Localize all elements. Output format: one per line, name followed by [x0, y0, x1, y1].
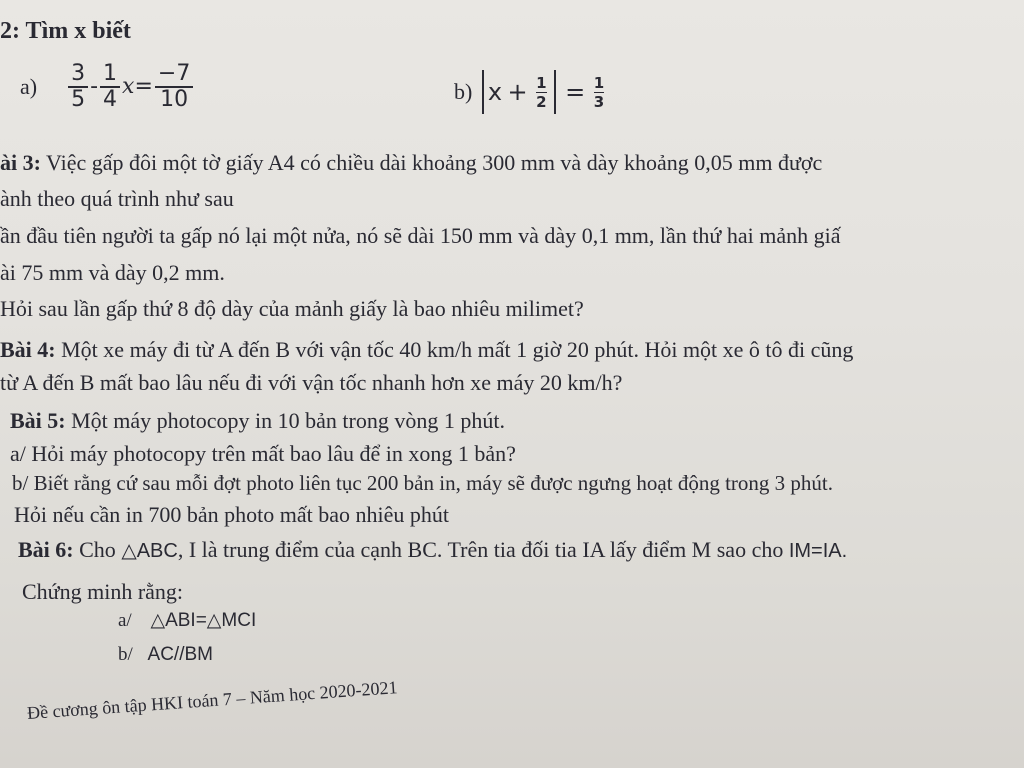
- problem2-title: 2: Tìm x biết: [0, 18, 131, 44]
- fraction-neg7-10: $\frac{-7}{10}$: [155, 62, 193, 112]
- problem5-line1: Bài 5: Một máy photocopy in 10 bản trong vòng 1 phút.: [10, 408, 505, 433]
- problem2-part-b: b) x + $\frac{1}{2}$ = $\frac{1}{3}$: [454, 70, 607, 126]
- problem6-line2: Chứng minh rằng:: [22, 579, 184, 604]
- problem4-line1: Bài 4: Một xe máy đi từ A đến B với vận tốc 40 km/h mất 1 giờ 20 phút. Hỏi một xe ô tô đi cũng: [0, 337, 854, 362]
- problem4-line2: từ A đến B mất bao lâu nếu đi với vận tốc nhanh hơn xe máy 20 km/h?: [0, 370, 623, 395]
- fraction-1-3: $\frac{1}{3}$: [593, 73, 605, 111]
- problem6-label: Bài 6:: [18, 537, 74, 562]
- problem3-line2: ành theo quá trình như sau: [0, 186, 234, 211]
- problem3-line4: ài 75 mm và dày 0,2 mm.: [0, 260, 225, 285]
- fraction-1-4: $\frac{1}{4}$: [100, 62, 120, 112]
- part-b-label: b): [454, 79, 473, 104]
- problem3-line5: Hỏi sau lần gấp thứ 8 độ dày của mảnh giấy là bao nhiêu milimet?: [0, 296, 584, 321]
- fraction-1-2: $\frac{1}{2}$: [536, 73, 547, 111]
- problem3-label: ài 3:: [0, 150, 41, 175]
- problem5-line4: Hỏi nếu cần in 700 bản photo mất bao nhiêu phút: [14, 502, 450, 527]
- part-a-label: a): [20, 74, 38, 99]
- footer-text: Đề cương ôn tập HKI toán 7 – Năm học 2020-2021: [26, 677, 399, 724]
- abs-bar-right: [554, 70, 556, 114]
- problem3-line3: ần đầu tiên người ta gấp nó lại một nửa, nó sẽ dài 150 mm và dày 0,1 mm, lần thứ hai mảnh giấ: [0, 223, 841, 248]
- problem2-part-a: a) $\frac{3}{5}$ - $\frac{1}{4}$ x= $\frac{-7}{10}$: [20, 62, 195, 126]
- problem6-part-a: a/ △ABI=△MCI: [118, 610, 257, 631]
- problem6-part-b: b/ AC//BM: [118, 644, 213, 665]
- problem3-line1: ài 3: Việc gấp đôi một tờ giấy A4 có chiều dài khoảng 300 mm và dày khoảng 0,05 mm được: [0, 150, 823, 175]
- abs-bar-left: [482, 70, 484, 114]
- variable-x: x: [122, 74, 135, 99]
- problem5-label: Bài 5:: [10, 408, 66, 433]
- problem5-line3: b/ Biết rằng cứ sau mỗi đợt photo liên tục 200 bản in, máy sẽ được ngưng hoạt động trong 3 phút.: [12, 471, 833, 495]
- problem4-label: Bài 4:: [0, 337, 56, 362]
- fraction-3-5: $\frac{3}{5}$: [68, 62, 88, 112]
- problem6-line1: Bài 6: Cho △ABC, I là trung điểm của cạnh BC. Trên tia đối tia IA lấy điểm M sao cho IM=IA.: [18, 537, 848, 562]
- problem5-line2: a/ Hỏi máy photocopy trên mất bao lâu để in xong 1 bản?: [10, 441, 516, 466]
